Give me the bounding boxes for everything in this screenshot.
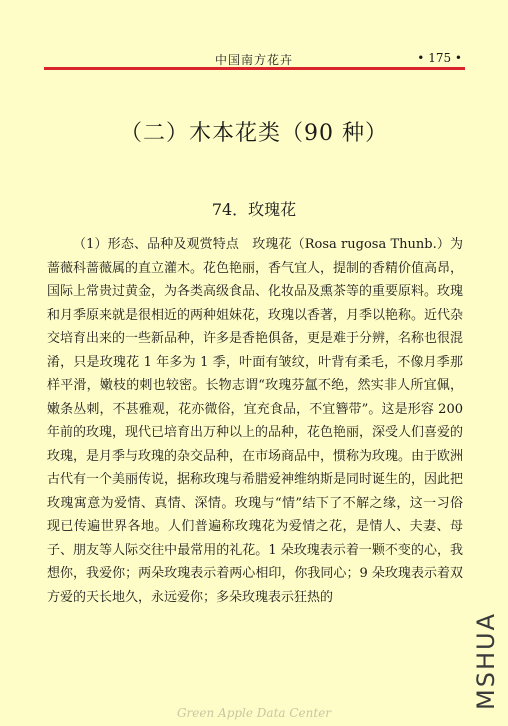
header-rule bbox=[44, 67, 465, 70]
body-paragraph: （1）形态、品种及观赏特点 玫瑰花（Rosa rugosa Thunb.）为蔷薇科蔷薇属的直立灌木。花色艳丽，香气宜人，提制的香精价值高昂，国际上常贵过黄金，为各类高级食品、化妆品及熏茶等的重要原料。玫瑰和月季原来就是很相近的两种姐妹花，玫瑰以香著，月季以艳称。近代杂交培育出来的一些新品种，许多是香艳俱备，更是难于分辨，名称也很混淆，只是玫瑰花 1 年多为 1 季，叶面有皱纹，叶背有柔毛，不像月季那样平滑，嫩枝的刺也较密。长物志谓“玫瑰芬氲不绝，然实非人所宜佩，嫩条丛刺，不甚雅观，花亦微俗，宜充食品，不宜簪带”。这是形容 200 年前的玫瑰，现代已培育出万种以上的品种，花色艳丽，深受人们喜爱的玫瑰，是月季与玫瑰的杂交品种，在市场商品中，惯称为玫瑰。由于欧洲古代有一个美丽传说，据称玫瑰与希腊爱神维纳斯是同时诞生的，因此把玫瑰寓意为爱情、真情、深情。玫瑰与“情”结下了不解之缘，这一习俗现已传遍世界各地。人们普遍称玫瑰花为爱情之花，是情人、夫妻、母子、朋友等人际交往中最常用的礼花。1 朵玫瑰表示着一颗不变的心，我想你，我爱你；两朵玫瑰表示着两心相印，你我同心；9 朵玫瑰表示着双方爱的天长地久，永远爱你；多朵玫瑰表示狂热的 bbox=[47, 237, 464, 605]
chapter-title: （二）木本花类（90 种） bbox=[120, 121, 388, 146]
section-title: 74．玫瑰花 bbox=[211, 200, 297, 219]
body-text bbox=[47, 233, 463, 609]
running-title: 中国南方花卉 bbox=[214, 53, 293, 67]
side-watermark: MSHUA bbox=[472, 612, 500, 710]
bottom-watermark: Green Apple Data Center bbox=[176, 706, 332, 720]
page-number: • 175 • bbox=[417, 51, 462, 65]
